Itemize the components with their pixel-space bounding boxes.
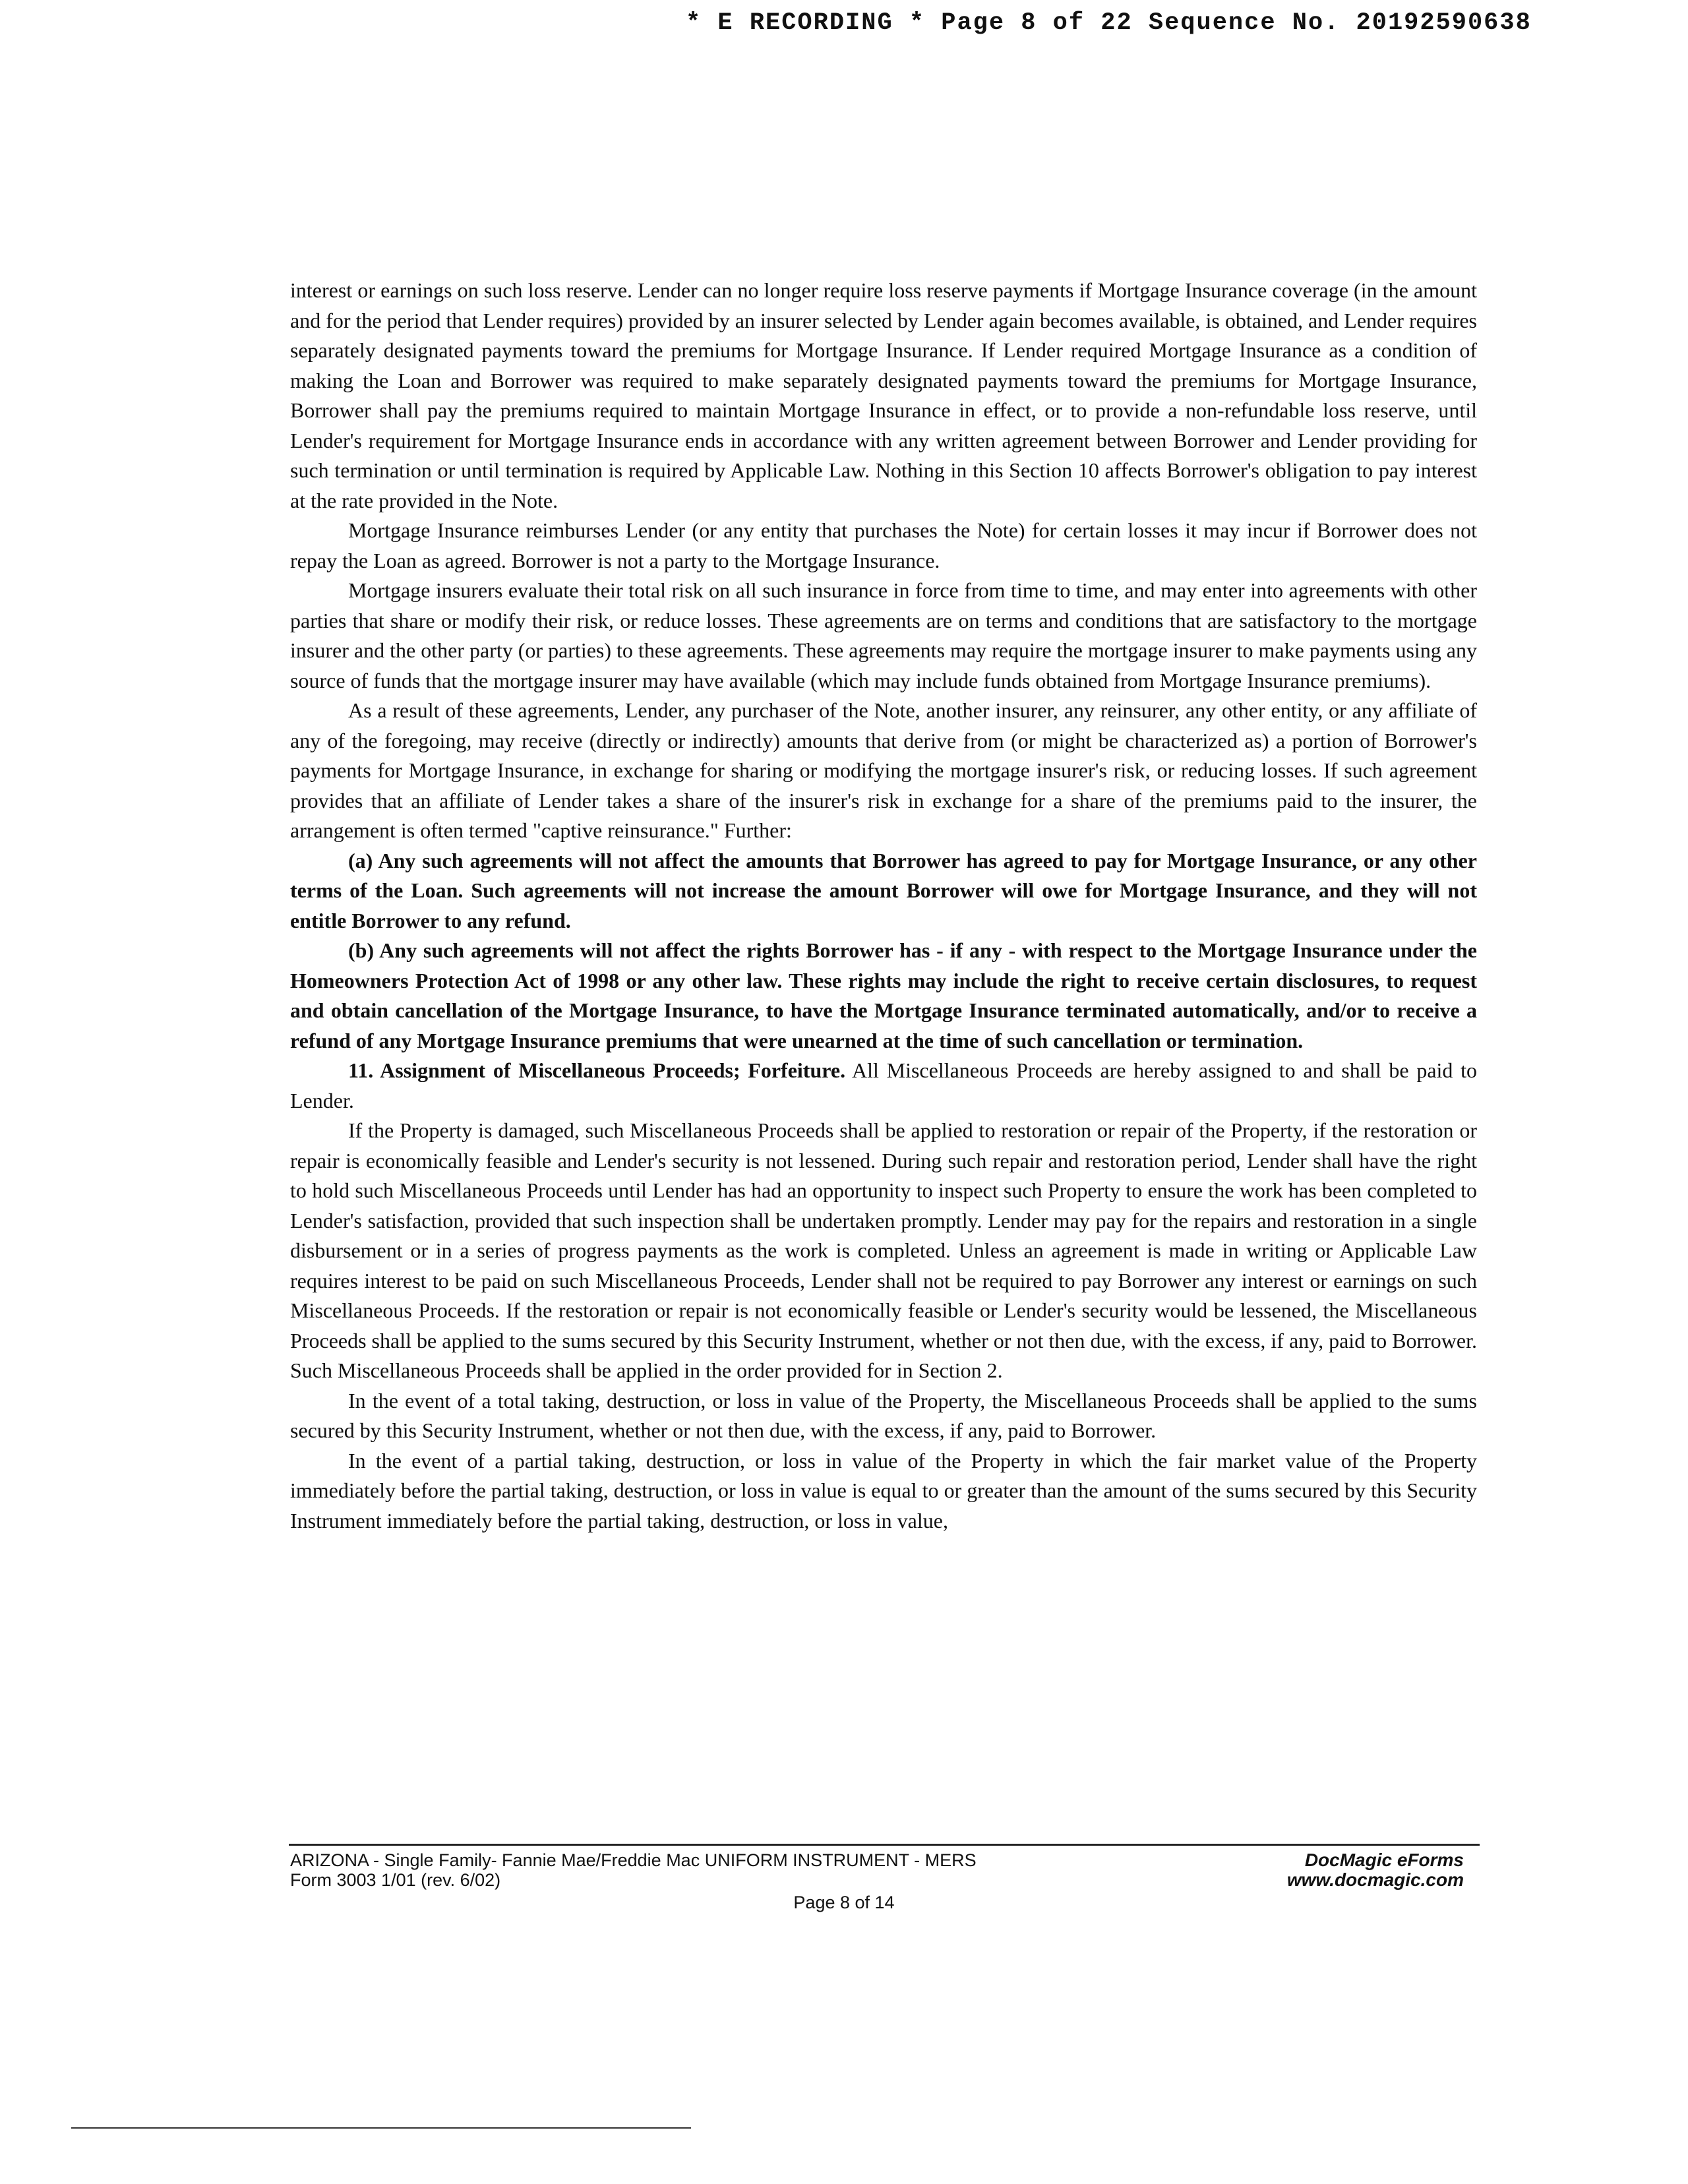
paragraph-section-11 <box>290 1056 1477 1116</box>
section-11-heading: 11. Assignment of Miscellaneous Proceeds; Forfeiture. <box>348 1058 846 1082</box>
docmagic-logo: DocMagic eForms <box>1304 1850 1464 1870</box>
paragraph-total-taking: In the event of a total taking, destruction, or loss in value of the Property, the Miscellaneous Proceeds shall be applied to the sums secured by this Security Instrument, whether or not then due, with the excess, if any, paid to Borrower. <box>290 1388 1477 1442</box>
paragraph-clause-b: (b) Any such agreements will not affect the rights Borrower has - if any - with respect to the Mortgage Insurance under the Homeowners Protection Act of 1998 or any other law. These rights may include the right to receive certain disclosures, to request and obtain cancellation of the Mortgage Insurance, to have the Mortgage Insurance terminated automatically, and/or to receive a refund of any Mortgage Insurance premiums that were unearned at the time of such cancellation or termination. <box>290 938 1477 1052</box>
docmagic-website: www.docmagic.com <box>1286 1869 1464 1890</box>
footer-brand-block <box>1187 1850 1464 1890</box>
recording-header: * E RECORDING * Page 8 of 22 Sequence No. 20192590638 <box>686 9 1532 37</box>
paragraph-property-damaged: If the Property is damaged, such Miscellaneous Proceeds shall be applied to restoration or repair of the Property, if the restoration or repair is economically feasible and Lender's security is not lessened. During such repair and restoration period, Lender shall have the right to hold such Miscellaneous Proceeds until Lender has had an opportunity to inspect such Property to ensure the work has been completed to Lender's satisfaction, provided that such inspection shall be undertaken promptly. Lender may pay for the repairs and restoration in a single disbursement or in a series of progress payments as the work is completed. Unless an agreement is made in writing or Applicable Law requires interest to be paid on such Miscellaneous Proceeds, Lender shall not be required to pay Borrower any interest or earnings on such Miscellaneous Proceeds. If the restoration or repair is not economically feasible or Lender's security would be lessened, the Miscellaneous Proceeds shall be applied to the sums secured by this Security Instrument, whether or not then due, with the excess, if any, paid to Borrower. Such Miscellaneous Proceeds shall be applied in the order provided for in Section 2. <box>290 1118 1477 1382</box>
document-body <box>290 276 1477 1536</box>
paragraph-clause-a: (a) Any such agreements will not affect the amounts that Borrower has agreed to pay for Mortgage Insurance, or any other terms of the Loan. Such agreements will not increase the amount Borrower will owe for Mortgage Insurance, and they will not entitle Borrower to any refund. <box>290 848 1477 932</box>
footer-form-info <box>290 1850 1213 1890</box>
paragraph-mortgage-insurance-reimburses: Mortgage Insurance reimburses Lender (or any entity that purchases the Note) for certain losses it may incur if Borrower does not repay the Loan as agreed. Borrower is not a party to the Mortgage Insurance. <box>290 518 1477 572</box>
footer-form-line-1: ARIZONA - Single Family- Fannie Mae/Freddie Mac UNIFORM INSTRUMENT - MERS <box>290 1850 977 1870</box>
footer-page-number: Page 8 of 14 <box>793 1893 895 1912</box>
bottom-divider <box>71 2127 691 2129</box>
footer-form-line-2: Form 3003 1/01 (rev. 6/02) <box>290 1870 501 1890</box>
paragraph-loss-reserve: interest or earnings on such loss reserve. Lender can no longer require loss reserve payments if Mortgage Insurance coverage (in the amount and for the period that Lender requires) provided by an insurer selected by Lender again becomes available, is obtained, and Lender requires separately designated payments toward the premiums for Mortgage Insurance. If Lender required Mortgage Insurance as a condition of making the Loan and Borrower was required to make separately designated payments toward the premiums for Mortgage Insurance, Borrower shall pay the premiums required to maintain Mortgage Insurance in effect, or to provide a non-refundable loss reserve, until Lender's requirement for Mortgage Insurance ends in accordance with any written agreement between Borrower and Lender providing for such termination or until termination is required by Applicable Law. Nothing in this Section 10 affects Borrower's obligation to pay interest at the rate provided in the Note. <box>290 278 1477 512</box>
paragraph-agreements-result: As a result of these agreements, Lender, any purchaser of the Note, another insurer, any reinsurer, any other entity, or any affiliate of any of the foregoing, may receive (directly or indirectly) amounts that derive from (or might be characterized as) a portion of Borrower's payments for Mortgage Insurance, in exchange for sharing or modifying the mortgage insurer's risk, or reducing losses. If such agreement provides that an affiliate of Lender takes a share of the insurer's risk in exchange for a share of the premiums paid to the insurer, the arrangement is often termed "captive reinsurance." Further: <box>290 698 1477 842</box>
footer-divider <box>289 1844 1480 1846</box>
paragraph-partial-taking: In the event of a partial taking, destruction, or loss in value of the Property in which the fair market value of the Property immediately before the partial taking, destruction, or loss in value is equal to or greater than the amount of the sums secured by this Security Instrument immediately before the partial taking, destruction, or loss in value, <box>290 1448 1477 1532</box>
paragraph-mortgage-insurers-evaluate: Mortgage insurers evaluate their total risk on all such insurance in force from time to time, and may enter into agreements with other parties that share or modify their risk, or reduce losses. These agreements are on terms and conditions that are satisfactory to the mortgage insurer and the other party (or parties) to these agreements. These agreements may require the mortgage insurer to make payments using any source of funds that the mortgage insurer may have available (which may include funds obtained from Mortgage Insurance premiums). <box>290 578 1477 692</box>
section-11-text: All Miscellaneous Proceeds are hereby assigned to and shall be paid to Lender. <box>290 1058 1478 1112</box>
